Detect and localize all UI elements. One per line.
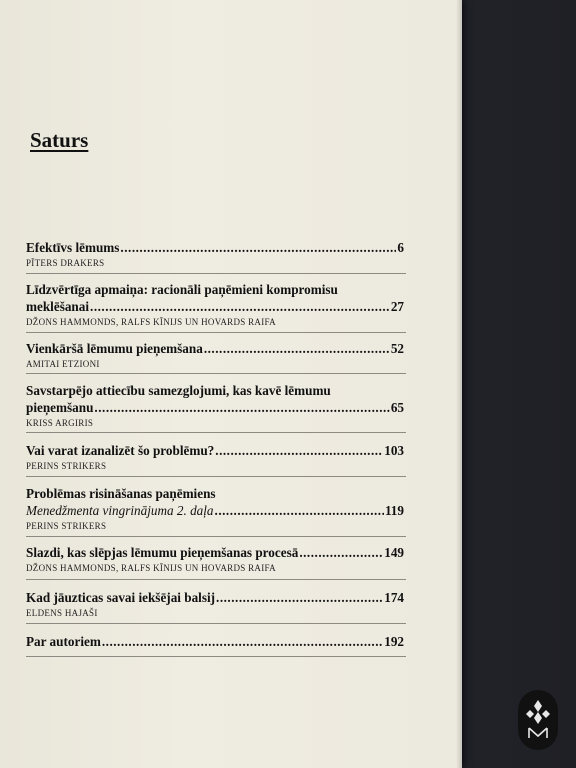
toc-entry-title-cont: meklēšanai [26,299,90,314]
toc-entry-title: Vai varat izanalizēt šo problēmu? [26,443,215,458]
divider [26,656,406,657]
leader-dots [216,590,383,606]
toc-entry-line [26,299,404,315]
toc-entry-title: Vienkāršā lēmumu pieņemšana [26,341,203,356]
divider [26,373,406,374]
toc-author: DŽONS HAMMONDS, RALFS KĪNIJS UN HOVARDS RAIFA [26,563,276,573]
leader-dots [90,299,390,315]
toc-entry-line [26,240,404,256]
toc-author: AMITAI ETZIONI [26,359,100,369]
toc-entry [26,545,404,573]
divider [26,536,406,537]
leader-dots [215,503,384,519]
toc-page-number: 52 [390,341,404,356]
toc-entry [26,443,404,471]
toc-entry-title: Efektīvs lēmums [26,240,120,255]
leader-dots [120,240,396,256]
toc-page-number: 174 [384,590,404,605]
divider [26,623,406,624]
toc-entry [26,341,404,369]
toc-entry [26,634,404,650]
toc-page-number: 6 [397,240,404,255]
toc-author: DŽONS HAMMONDS, RALFS KĪNIJS UN HOVARDS RAIFA [26,317,276,327]
toc-page-number: 27 [390,299,404,314]
toc-entry-title-cont: pieņemšanu [26,400,94,415]
toc-entry [26,486,404,531]
diamond-logo-icon-glyph [524,698,552,742]
toc-author: PĪTERS DRAKERS [26,258,105,268]
toc-entry-line [26,400,404,416]
toc-entry-title: Savstarpējo attiecību samezglojumi, kas kavē lēmumu [26,383,331,398]
toc-entry [26,240,404,268]
diamond-logo-icon [518,690,558,750]
toc-page-number: 119 [384,503,404,518]
divider [26,476,406,477]
toc-author: PERINS STRIKERS [26,461,107,471]
toc-entry-title: Līdzvērtīga apmaiņa: racionāli paņēmieni kompromisu [26,282,338,297]
toc-entry-title: Kad jāuzticas savai iekšējai balsij [26,590,216,605]
leader-dots [94,400,389,416]
toc-page-number: 103 [384,443,404,458]
toc-entry-title: Par autoriem [26,634,101,649]
page-title: Saturs [30,128,89,152]
toc-author: KRISS ARGIRIS [26,418,94,428]
toc-page-number: 149 [384,545,404,560]
toc-entry-title: Problēmas risināšanas paņēmiens [26,486,216,501]
toc-entry [26,383,404,428]
leader-dots [102,634,383,650]
toc-author: ELDENS HAJAŠI [26,608,98,618]
divider [26,579,406,580]
toc-entry [26,282,404,327]
toc-author: PERINS STRIKERS [26,521,107,531]
leader-dots [215,443,383,459]
toc-page-number: 65 [390,400,404,415]
leader-dots [204,341,390,357]
divider [26,332,406,333]
toc-entry-subtitle: Menedžmenta vingrinājuma 2. daļa [26,503,214,518]
toc-entry-title: Slazdi, kas slēpjas lēmumu pieņemšanas procesā [26,545,299,560]
toc-entry-line [26,443,404,459]
toc-entry-line [26,341,404,357]
toc-entry-line [26,545,404,561]
toc-entry-line [26,590,404,606]
leader-dots [299,545,383,561]
divider [26,432,406,433]
toc-page-number: 192 [384,634,404,649]
toc-entry-line [26,503,404,519]
toc-entry-line [26,634,404,650]
divider [26,273,406,274]
toc-entry [26,590,404,618]
